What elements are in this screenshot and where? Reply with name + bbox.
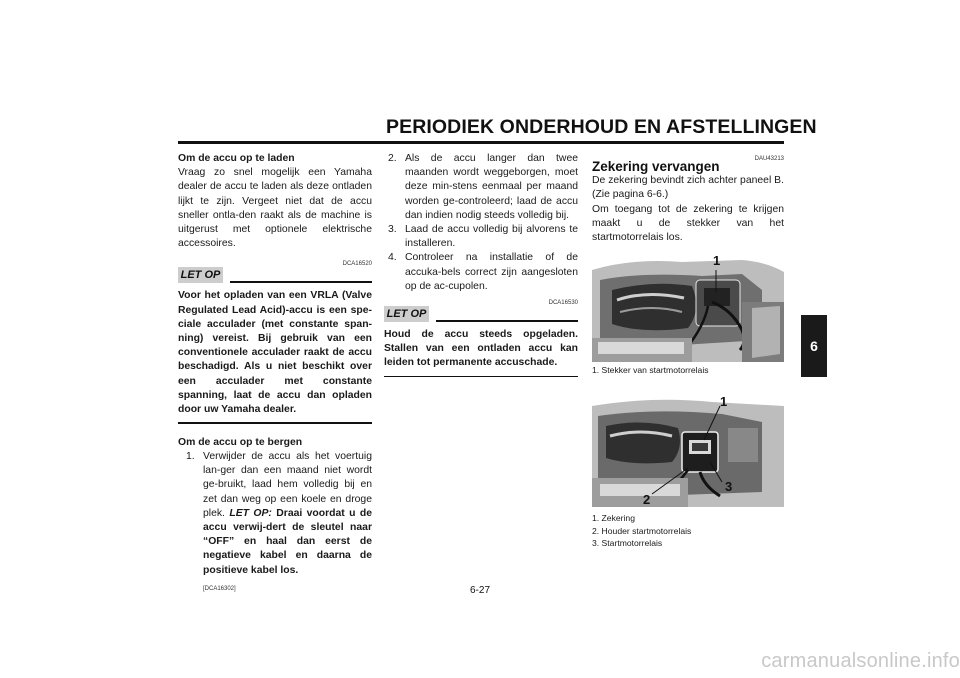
step-text: Als de accu langer dan twee maanden wordt weggeborgen, moet deze min-stens eenmaal per maand worden ge-controleerd; laad de accu dan indien nodig steeds volledig bij. — [405, 153, 578, 221]
caption-item: 1. Zekering — [592, 513, 635, 523]
list-item — [384, 152, 578, 223]
step-text: Verwijder de accu als het voertuig lan-ger dan een maand niet wordt ge-bruikt, laad hem volledig bij en zet dan weg op een koele en droge plek. — [203, 450, 372, 519]
column-left — [178, 152, 372, 596]
step-number: 4. — [388, 252, 397, 264]
column-right — [592, 152, 784, 245]
page-header-title: PERIODIEK ONDERHOUD EN AFSTELLINGEN — [386, 116, 817, 138]
list-item — [384, 251, 578, 294]
step-number: 2. — [388, 153, 397, 164]
store-code: [DCA16302] — [203, 585, 236, 592]
step-text: Controleer na installatie of de accuka-bels correct zijn aangesloten op de ac-cupolen. — [405, 252, 578, 292]
step-bold-text: Draai voordat u de accu verwij-dert de sleutel naar “OFF” en haal dan eerst de negatieve kabel en daarna de positieve kabel los. — [203, 507, 373, 576]
section-code: DAU43213 — [754, 156, 784, 162]
chapter-tab: 6 — [801, 315, 827, 377]
page-number: 6-27 — [469, 585, 490, 596]
charge-heading: Om de accu op te laden — [178, 153, 295, 164]
caption-item: 1. Stekker van startmotorrelais — [592, 365, 709, 375]
figure-2-caption — [592, 512, 784, 550]
step-number: 1. — [186, 450, 195, 462]
letop-badge: LET OP — [178, 267, 223, 283]
header-rule — [178, 141, 784, 144]
letop-text: Houd de accu steeds opgeladen. Stallen van een ontladen accu kan leiden tot permanente accuschade. — [384, 329, 578, 369]
step-letop: LET OP: — [229, 507, 272, 519]
letop-header — [178, 267, 372, 283]
svg-text:1: 1 — [713, 253, 721, 268]
store-steps — [182, 450, 372, 578]
section-title: Zekering vervangen — [592, 159, 720, 174]
svg-text:2: 2 — [643, 492, 651, 507]
letop-end-rule — [178, 422, 372, 424]
letop-header — [384, 306, 578, 322]
figure-starter-relay-connector — [592, 250, 784, 362]
figure-1-caption — [592, 364, 784, 377]
fuse-paragraph-2: Om toegang tot de zekering te krijgen maakt u de stekker van het startmotorrelais los. — [592, 203, 784, 244]
store-heading: Om de accu op te bergen — [178, 436, 303, 448]
watermark: carmanualsonline.info — [761, 650, 960, 672]
caption-item: 3. Startmotorrelais — [592, 538, 663, 548]
figure-1-illustration — [592, 250, 784, 362]
figure-fuse-location — [592, 392, 784, 507]
step-text: Laad de accu volledig bij alvorens te installeren. — [405, 224, 578, 250]
letop-end-rule — [384, 376, 578, 378]
letop-text: Voor het opladen van een VRLA (Valve Regulated Lead Acid)-accu is een spe-ciale acculader (met constante span-ning) vereist. Bij gebruik van een conventionele acculader raakt de accu beschadigd. Als u niet beschikt over een acculader met constante spanning, laat de accu dan opladen door uw Yamaha dealer. — [178, 290, 372, 416]
caption-item: 2. Houder startmotorrelais — [592, 525, 692, 536]
svg-text:1: 1 — [720, 394, 728, 409]
letop-code: DCA16530 — [548, 300, 578, 307]
letop-rule — [230, 281, 372, 283]
svg-text:3: 3 — [725, 479, 733, 494]
step-number: 3. — [388, 224, 397, 236]
store-steps-continued — [384, 152, 578, 294]
list-item — [182, 450, 372, 578]
figure-2-illustration — [592, 392, 784, 507]
letop-badge: LET OP — [384, 306, 429, 322]
letop-rule — [436, 320, 578, 322]
fuse-paragraph-1: De zekering bevindt zich achter paneel B. (Zie pagina 6-6.) — [592, 175, 784, 201]
column-middle — [384, 152, 578, 377]
letop-code: DCA16520 — [342, 261, 372, 268]
charge-paragraph: Vraag zo snel mogelijk een Yamaha dealer de accu te laden als deze ontladen lijkt te zijn. Vergeet niet dat de accu sneller ontla-den raakt als de machine is uitgerust met optionele elektrische accessoires. — [178, 167, 372, 250]
list-item — [384, 223, 578, 251]
